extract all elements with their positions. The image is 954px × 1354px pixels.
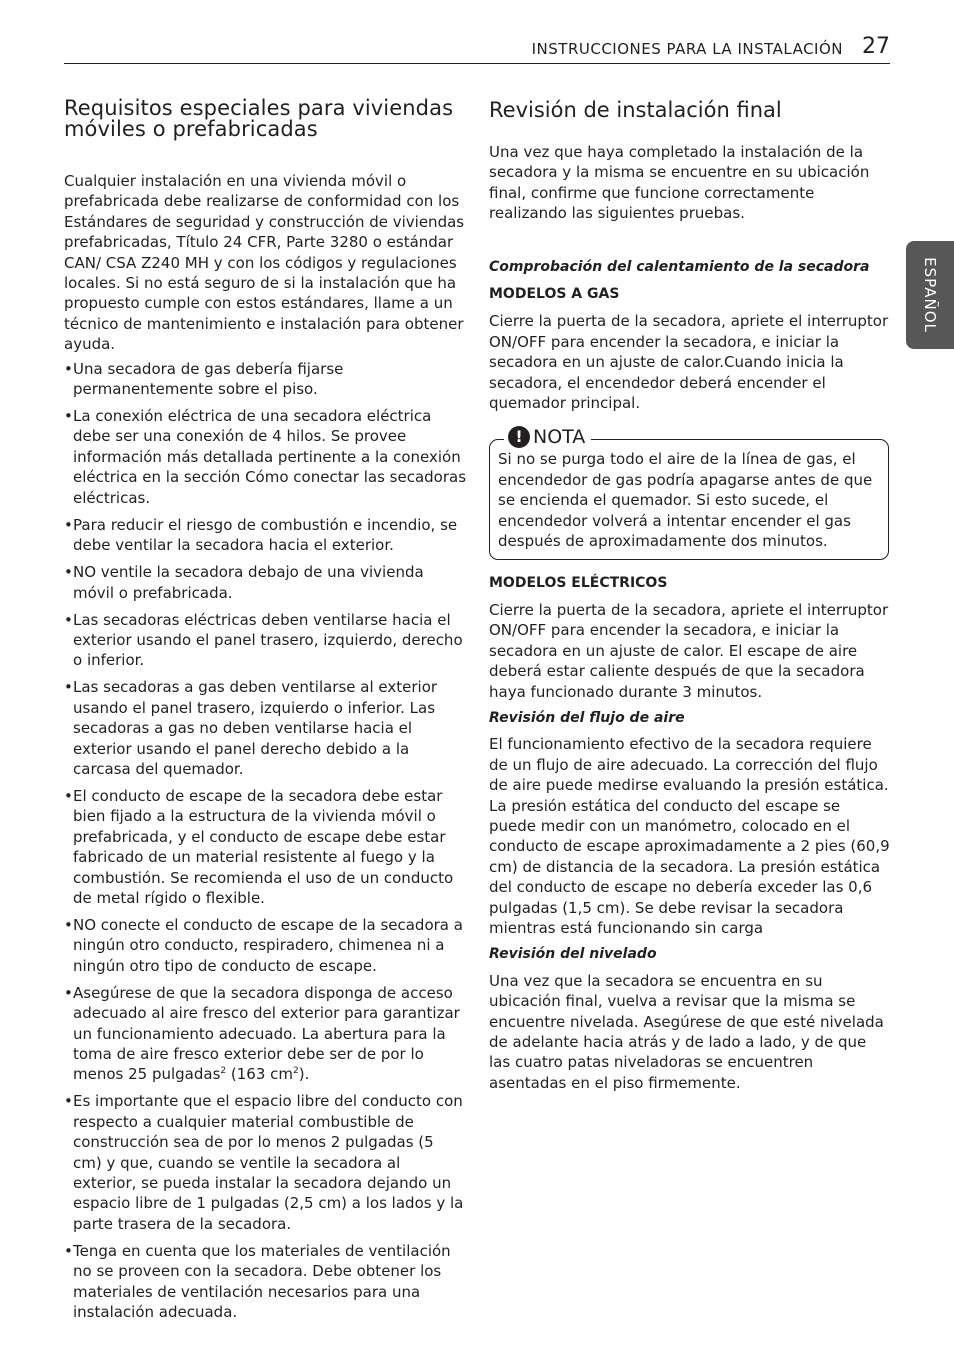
note-text: Si no se purga todo el aire de la línea de gas, el encendedor de gas podría apagarse antes de que se encienda el quemador. Si esto sucede, el encendedor volverá a intentar encender el gas después de aproximadamente dos minutos.: [498, 450, 873, 551]
airflow-heading: Revisión del flujo de aire: [489, 709, 685, 726]
note-title: NOTA: [533, 426, 586, 449]
air-intake-end: ).: [298, 1065, 310, 1084]
air-intake-metric: (163 cm: [226, 1065, 294, 1084]
exclamation-icon: !: [508, 426, 530, 448]
list-item: • Las secadoras a gas deben ventilarse al exterior usando el panel trasero, izquierdo o inferior. Las secadoras a gas no deben ventilarse hacia el exterior usando el panel derecho debido a la carcasa del quemador.: [64, 677, 466, 779]
gas-models-text: Cierre la puerta de la secadora, apriete el interruptor ON/OFF para encender la secadora, e iniciar la secadora en un ajuste de calor.Cuando inicia la secadora, el encendedor deberá encender el quemador principal.: [489, 312, 889, 413]
heat-check-heading: Comprobación del calentamiento de la secadora: [489, 258, 870, 275]
header-rule: [64, 63, 890, 64]
page-number: 27: [862, 34, 890, 59]
list-item: • NO ventile la secadora debajo de una vivienda móvil o prefabricada.: [64, 562, 466, 603]
level-text: Una vez que la secadora se encuentra en su ubicación final, vuelva a revisar que la misma se encuentre nivelada. Asegúrese de que esté nivelada de adelante hacia atrás y de lado a lado, y de que las cuatro patas niveladoras se encuentren asentadas en el piso firmemente.: [489, 971, 884, 1092]
list-item: • El conducto de escape de la secadora debe estar bien fijado a la estructura de la vivienda móvil o prefabricada, y el conducto de escape debe estar fabricado de un material resistente al fuego y la combustión. Se recomienda el uso de un conducto de metal rígido o flexible.: [64, 786, 466, 908]
language-tab: [906, 241, 954, 349]
list-item: • NO conecte el conducto de escape de la secadora a ningún otro conducto, respiradero, chimenea ni a ningún otro tipo de conducto de escape.: [64, 915, 466, 976]
list-item: • La conexión eléctrica de una secadora eléctrica debe ser una conexión de 4 hilos. Se provee información más detallada pertinente a la conexión eléctrica en la sección Cómo conectar las secadoras eléctricas.: [64, 406, 466, 508]
note-label: [504, 426, 591, 448]
electric-models-heading: MODELOS ELÉCTRICOS: [489, 574, 668, 591]
note-box: [489, 426, 889, 559]
header-section-title: INSTRUCCIONES PARA LA INSTALACIÓN: [531, 40, 843, 58]
list-item: • Las secadoras eléctricas deben ventilarse hacia el exterior usando el panel trasero, izquierdo, derecho o inferior.: [64, 610, 466, 671]
language-tab-label: ESPAÑOL: [921, 257, 939, 333]
level-heading: Revisión del nivelado: [489, 946, 657, 963]
section-title-mobile-homes: Requisitos especiales para viviendas móviles o prefabricadas: [64, 96, 454, 141]
right-column: [489, 98, 891, 1093]
final-check-intro: Una vez que haya completado la instalación de la secadora y la misma se encuentre en su ubicación final, confirme que funcione correctamente realizando las siguientes pruebas.: [489, 143, 870, 223]
squared-superscript: 2: [293, 1066, 299, 1077]
air-intake-text: Asegúrese de que la secadora disponga de acceso adecuado al aire fresco del exterior para garantizar un funcionamiento adecuado. La abertura para la toma de aire fresco exterior debe ser de por lo menos 25 pulgadas: [73, 983, 460, 1084]
list-item: [64, 983, 466, 1085]
section-title-final-check: Revisión de instalación final: [489, 98, 782, 122]
airflow-text: El funcionamiento efectivo de la secadora requiere de un flujo de aire adecuado. La corrección del flujo de aire puede medirse evaluando la presión estática. La presión estática del conducto del escape se puede medir con un manómetro, colocado en el conducto de escape aproximadamente a 2 pies (60,9 cm) de distancia de la secadora. La presión estática del conducto de escape no debería exceder las 0,6 pulgadas (1,5 cm). Se debe revisar la secadora mientras está funcionando sin carga: [489, 735, 890, 937]
requirements-list: [64, 359, 466, 1323]
electric-models-text: Cierre la puerta de la secadora, apriete el interruptor ON/OFF para encender la secadora, e iniciar la secadora en un ajuste de calor. El escape de aire deberá estar caliente después de que la secadora haya funcionado durante 3 minutos.: [489, 600, 889, 701]
list-item: • Para reducir el riesgo de combustión e incendio, se debe ventilar la secadora hacia el exterior.: [64, 515, 466, 556]
mobile-homes-intro: Cualquier instalación en una vivienda móvil o prefabricada debe realizarse de conformidad con los Estándares de seguridad y construcción de viviendas prefabricadas, Título 24 CFR, Parte 3280 o estándar CAN/ CSA Z240 MH y con los códigos y regulaciones locales. Si no está seguro de si la instalación que ha propuesto cumple con estos estándares, llame a un técnico de mantenimiento e instalación para obtener ayuda.: [64, 172, 465, 354]
list-item: • Tenga en cuenta que los materiales de ventilación no se proveen con la secadora. Debe obtener los materiales de ventilación necesarios para una instalación adecuada.: [64, 1241, 466, 1323]
list-item: • Es importante que el espacio libre del conducto con respecto a cualquier material combustible de construcción sea de por lo menos 2 pulgadas (5 cm) y que, cuando se ventile la secadora al exterior, se pueda instalar la secadora dejando un espacio libre de 1 pulgadas (2,5 cm) a los lados y la parte trasera de la secadora.: [64, 1091, 466, 1234]
list-item: • Una secadora de gas debería fijarse permanentemente sobre el piso.: [64, 359, 466, 400]
squared-superscript: 2: [220, 1066, 227, 1077]
gas-models-heading: MODELOS A GAS: [489, 286, 620, 303]
left-column: [64, 98, 466, 1329]
